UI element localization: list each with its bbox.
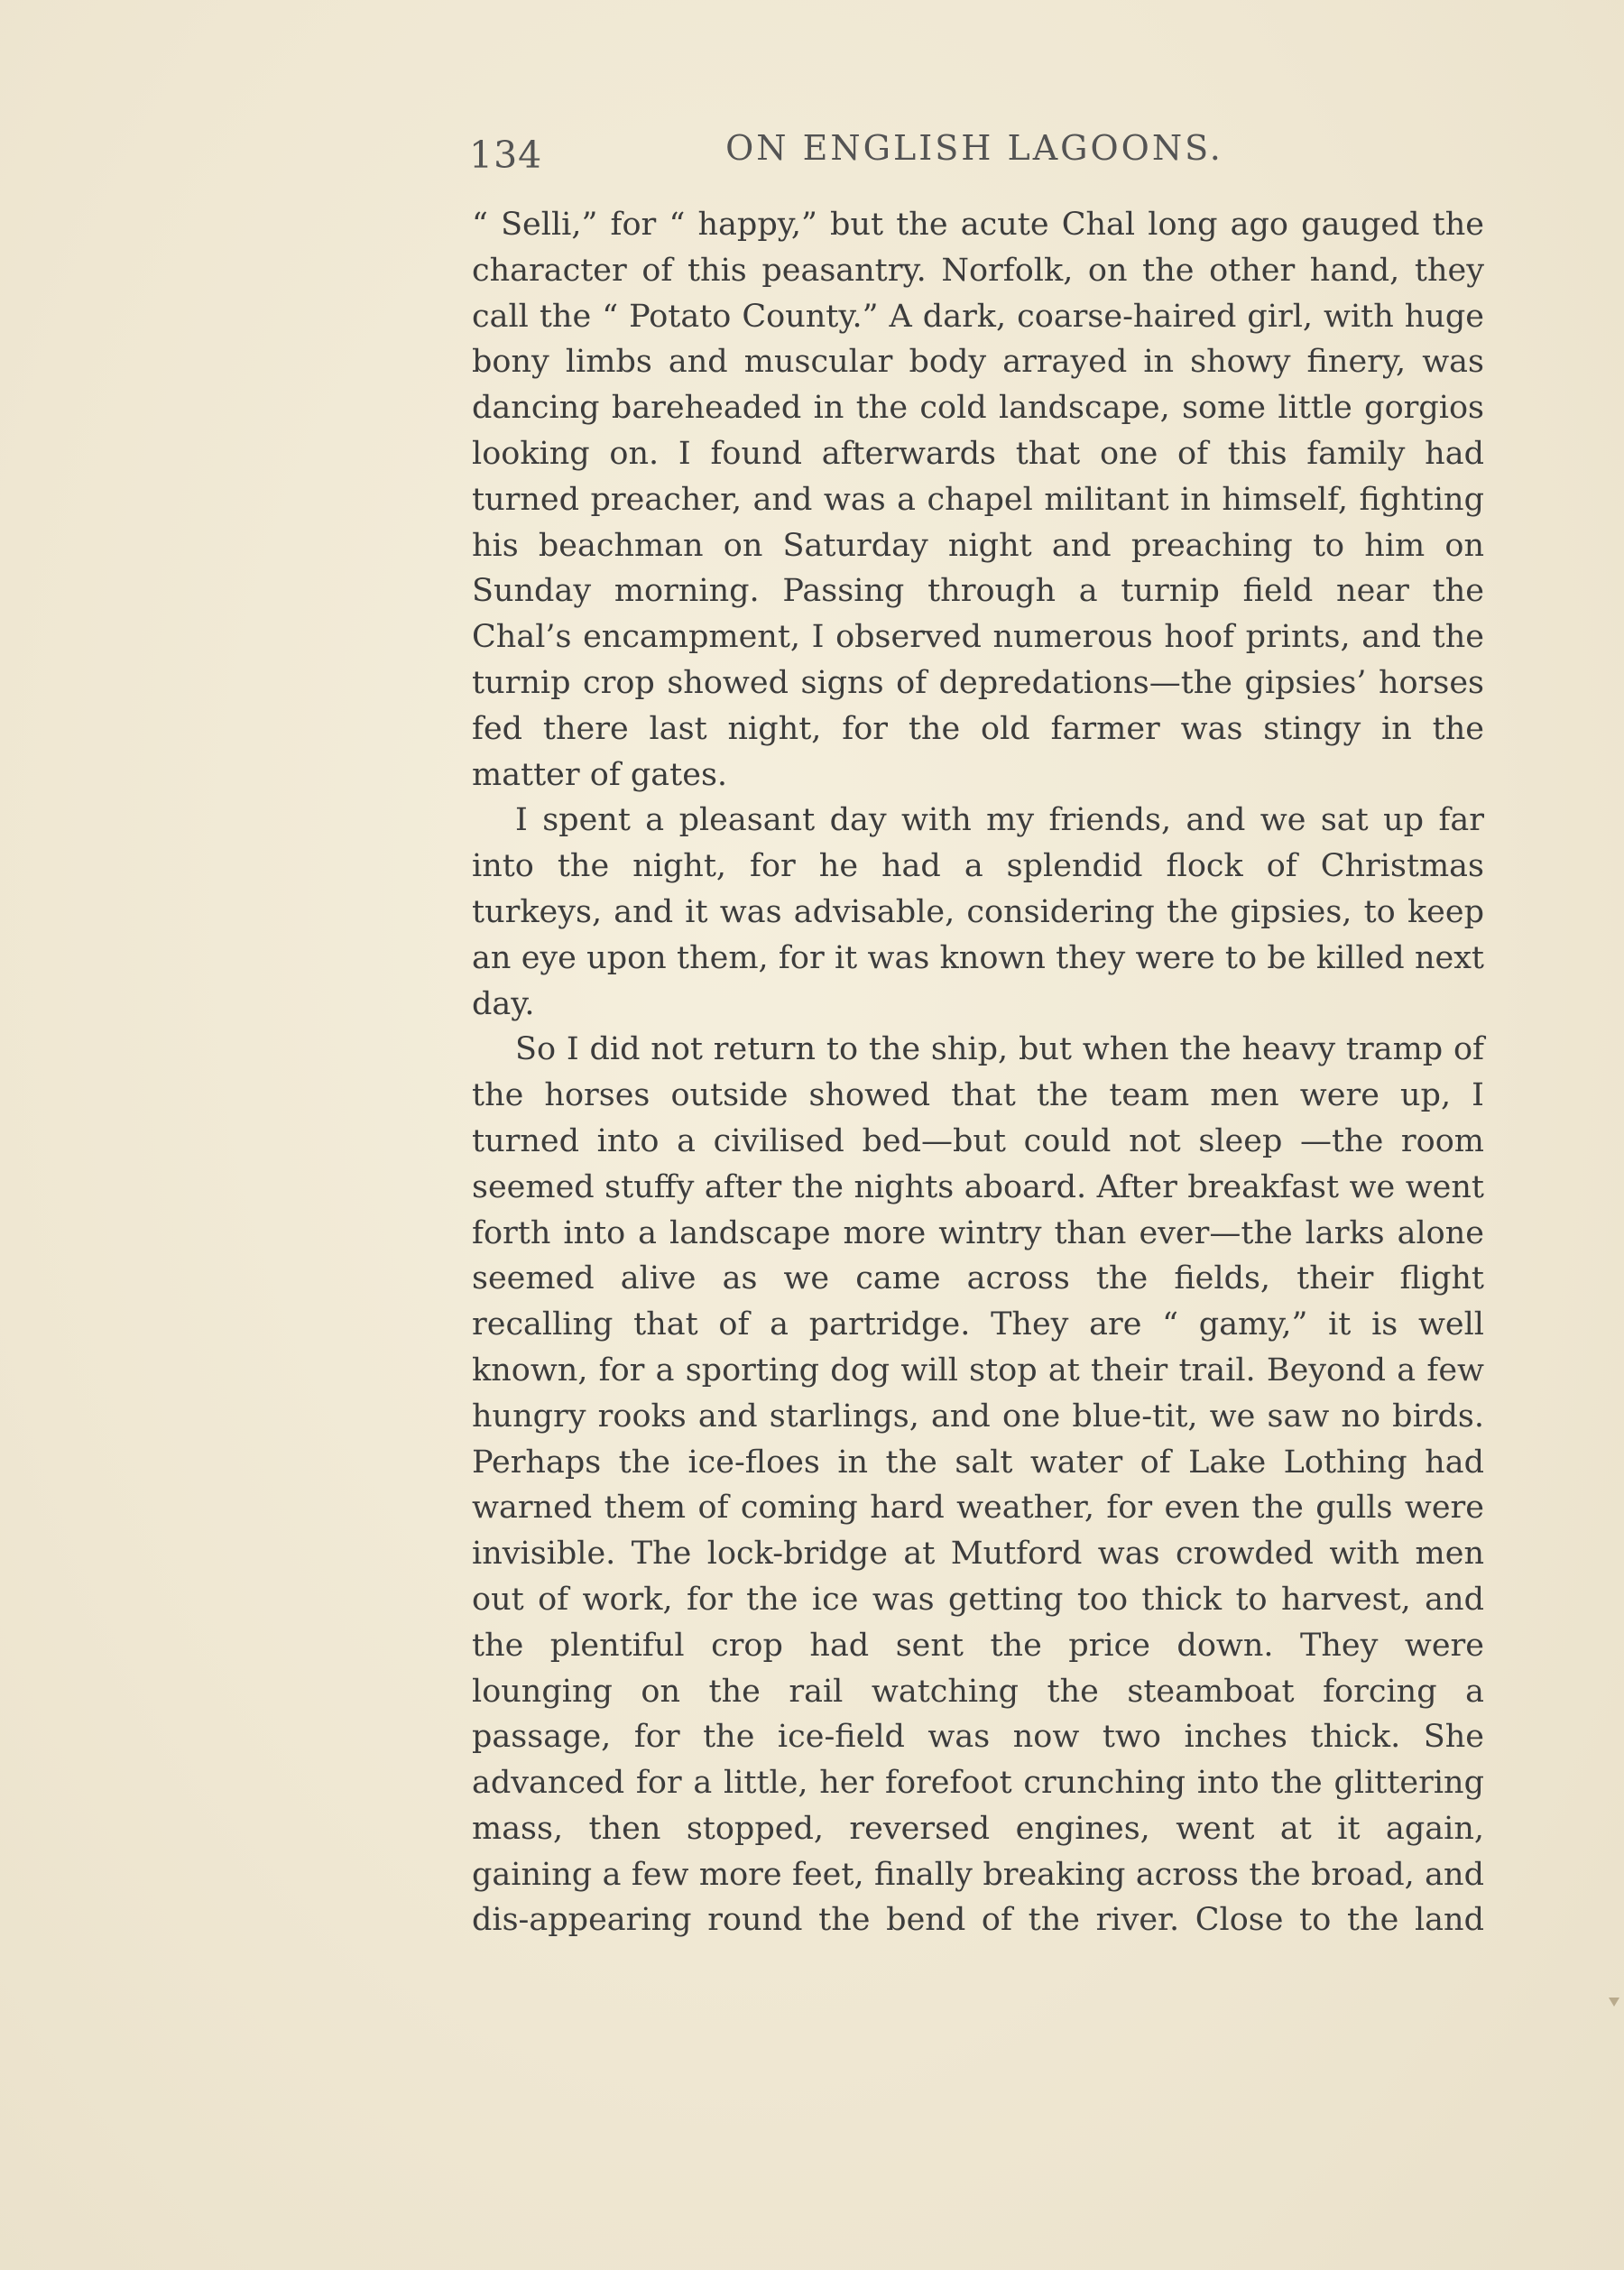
page-header	[469, 126, 1480, 180]
margin-mark	[1609, 1998, 1619, 2007]
paragraph-1: “ Selli,” for “ happy,” but the acute Chal long ago gauged the character of this peasantry. Norfolk, on the other hand, they call the “ Potato County.” A dark, coarse-haired girl, with huge bony limbs and muscular body arrayed in showy finery, was dancing bareheaded in the cold landscape, some little gorgios looking on. I found afterwards that one of this family had turned preacher, and was a chapel militant in himself, fighting his beachman on Saturday night and preaching to him on Sunday morning. Passing through a turnip field near the Chal’s encampment, I observed numerous hoof prints, and the turnip crop showed signs of depredations—the gipsies’ horses fed there last night, for the old farmer was stingy in the matter of gates.	[472, 207, 1484, 793]
paragraph-2: I spent a pleasant day with my friends, and we sat up far into the night, for he had a splendid flock of Christmas turkeys, and it was advisable, considering the gipsies, to keep an eye upon them, for it was known they were to be killed next day.	[472, 802, 1484, 1022]
paragraph-3: So I did not return to the ship, but when the heavy tramp of the horses outside showed that the team men were up, I turned into a civilised bed—but could not sleep —the room seemed stuffy after the nights aboard. After breakfast we went forth into a landscape more wintry than ever—the larks alone seemed alive as we came across the fields, their flight recalling that of a partridge. They are “ gamy,” it is well known, for a sporting dog will stop at their trail. Beyond a few hungry rooks and starlings, and one blue-tit, we saw no birds. Perhaps the ice-floes in the salt water of Lake Lothing had warned them of coming hard weather, for even the gulls were invisible. The lock-bridge at Mutford was crowded with men out of work, for the ice was getting too thick to harvest, and the plentiful crop had sent the price down. They were lounging on the rail watching the steamboat forcing a passage, for the ice-field was now two inches thick. She advanced for a little, her forefoot crunching into the glittering mass, then stopped, reversed engines, went at it again, gaining a few more feet, finally breaking across the broad, and dis-appearing round the bend of the river. Close to the land	[472, 1031, 1484, 1939]
body-text	[472, 202, 1484, 1943]
page-number: 134	[469, 134, 543, 177]
running-head: ON ENGLISH LAGOONS.	[725, 128, 1223, 168]
